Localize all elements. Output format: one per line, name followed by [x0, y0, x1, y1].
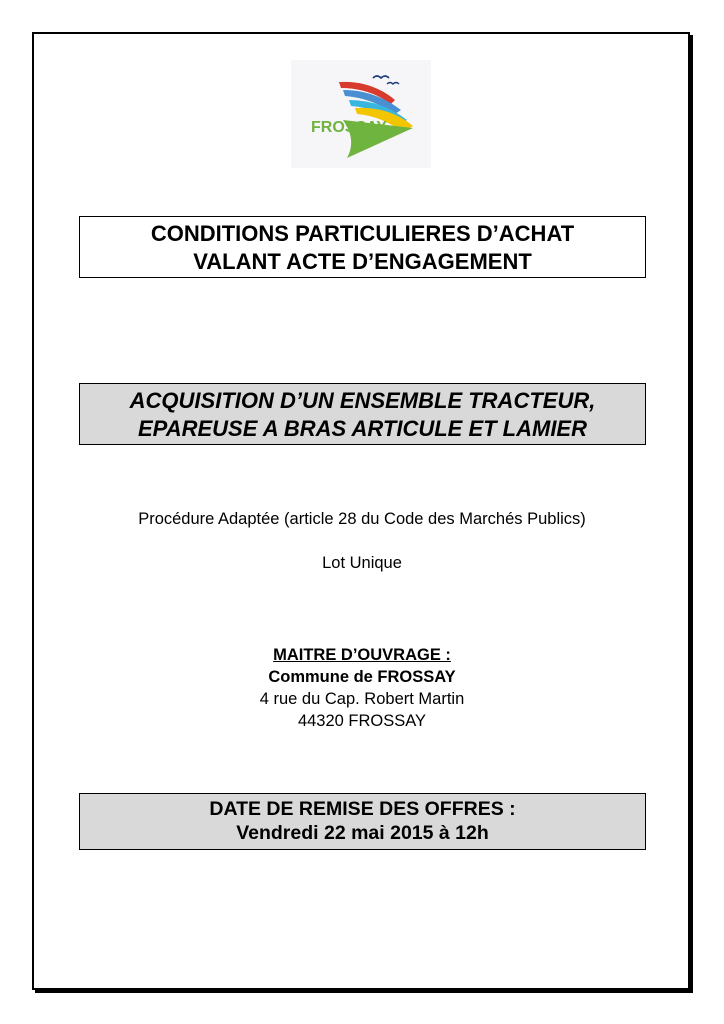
procedure-text: Procédure Adaptée (article 28 du Code des Marchés Publics): [138, 510, 586, 528]
owner-name: Commune de FROSSAY: [268, 668, 456, 686]
deadline-label: DATE DE REMISE DES OFFRES :: [209, 798, 516, 820]
frossay-logo-graphic: [291, 60, 431, 168]
lot-text: Lot Unique: [322, 554, 402, 572]
document-title-line-1: CONDITIONS PARTICULIERES D’ACHAT: [150, 221, 575, 246]
document-title-line-2: VALANT ACTE D’ENGAGEMENT: [193, 249, 532, 274]
logo-text: FROSSAY: [311, 119, 387, 136]
deadline-box: [79, 793, 646, 850]
owner-heading: MAITRE D’OUVRAGE :: [273, 646, 451, 664]
subject-line-1: ACQUISITION D’UN ENSEMBLE TRACTEUR,: [129, 388, 596, 413]
subject-box: [79, 383, 646, 445]
owner-block: [0, 644, 724, 732]
deadline-date: Vendredi 22 mai 2015 à 12h: [236, 822, 489, 844]
frossay-logo: [291, 60, 431, 168]
subject-line-2: EPAREUSE A BRAS ARTICULE ET LAMIER: [138, 416, 587, 441]
document-title-box: [79, 216, 646, 278]
owner-address-line-2: 44320 FROSSAY: [297, 712, 427, 730]
bird-icon: [373, 76, 389, 78]
bird-icon: [387, 83, 399, 85]
owner-address-line-1: 4 rue du Cap. Robert Martin: [259, 690, 465, 708]
